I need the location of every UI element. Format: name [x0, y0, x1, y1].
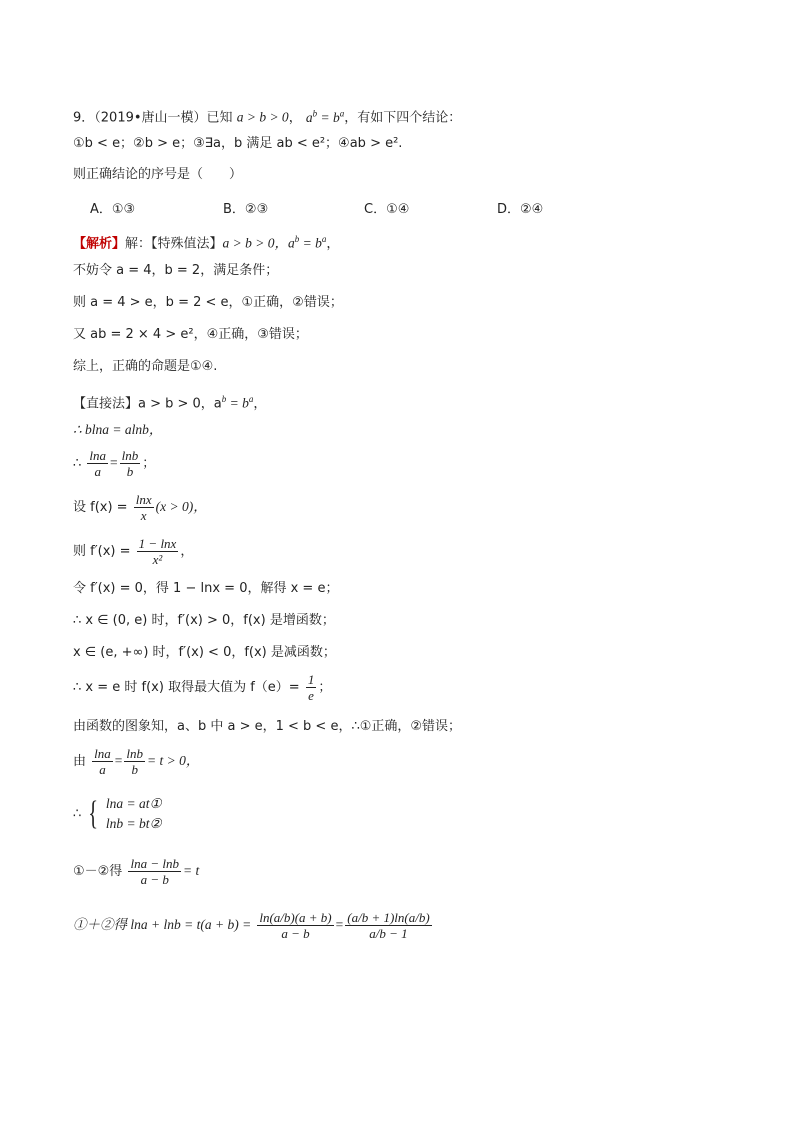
stem-text: 已知	[206, 110, 233, 126]
solution-line-19: ①＋②得 lna + lnb = t(a + b) = $\frac{\ln(a/b)(a + b)}{a - b}$ = $\frac{(a/b + 1)\ln(a/b)}{a/b - 1}$	[73, 910, 430, 941]
solution-line-9: 设 f(x) = $\frac{\ln x}{x}$ (x > 0)，	[73, 492, 207, 523]
solution-line-3: 则 a = 4 > e，b = 2 < e，①正确，②错误；	[73, 295, 343, 310]
solution-line-11: 令 f′(x) = 0，得 1 − lnx = 0，解得 x = e；	[73, 581, 339, 596]
solution-line-12: ∴ x ∈ (0, e) 时，f′(x) > 0，f(x) 是增函数；	[73, 613, 335, 628]
solution-line-6: 【直接法】a > b > 0，$a^b = b^a$，	[73, 394, 267, 412]
fraction-lnb-b: $\frac{\ln b}{b}$	[121, 448, 139, 479]
condition-1: a > b > 0	[236, 109, 289, 125]
solution-line-13: x ∈ (e, +∞) 时，f′(x) < 0，f(x) 是减函数；	[73, 645, 336, 660]
option-b: B．②③	[223, 202, 269, 217]
stem-tail: ，有如下四个结论：	[344, 110, 462, 126]
equation-system: lna = at① lnb = bt②	[105, 796, 162, 831]
fraction-derivative: $\frac{1 - \ln x}{\text{x²}}$	[138, 536, 177, 567]
fraction-one-over-e: $\frac{1}{e}$	[307, 672, 315, 703]
solution-line-2: 不妨令 a = 4，b = 2，满足条件；	[73, 263, 279, 278]
solution-line-1: 【解析】解：【特殊值法】a > b > 0，$a^b = b^a$，	[73, 234, 340, 252]
fraction-final: $\frac{(a/b + 1)\ln(a/b)}{a/b - 1}$	[347, 910, 430, 941]
solution-line-5: 综上，正确的命题是①④.	[73, 359, 218, 374]
question-source: （2019•唐山一模）	[94, 110, 207, 126]
question-number: 9．	[73, 110, 95, 126]
question-ask: 则正确结论的序号是（ ）	[73, 167, 243, 182]
option-a: A．①③	[90, 202, 136, 217]
solution-line-10: 则 f′(x) = $\frac{1 - \ln x}{\text{x²}}$ ，	[73, 536, 194, 567]
question-line: 9．（2019•唐山一模）已知 a > b > 0， $a^b = b^a$，有如下四个结论：	[73, 108, 462, 126]
option-d: D．②④	[497, 202, 544, 217]
solution-line-17: ∴ { lna = at① lnb = bt②	[73, 795, 162, 832]
fraction-lna-a: $\frac{\ln a}{a}$	[89, 448, 107, 479]
fraction-difference: $\frac{\ln a - \ln b}{a - b}$	[130, 856, 179, 887]
solution-line-14: ∴ x = e 时 f(x) 取得最大值为 f（e）= $\frac{1}{e}$ ；	[73, 672, 332, 703]
fraction-lnx-x: $\frac{\ln x}{x}$	[135, 492, 152, 523]
fraction-sum: $\frac{\ln(a/b)(a + b)}{a - b}$	[259, 910, 332, 941]
solution-line-16: 由 $\frac{\ln a}{a}$ = $\frac{\ln b}{b}$ = t > 0，	[73, 746, 200, 777]
solution-line-8: ∴ $\frac{\ln a}{a}$ = $\frac{\ln b}{b}$ ；	[73, 448, 156, 479]
condition-2: $a^b = b^a$	[305, 108, 345, 125]
analysis-label: 【解析】	[73, 236, 126, 252]
solution-line-4: 又 ab = 2 × 4 > e²，④正确，③错误；	[73, 327, 308, 342]
solution-line-15: 由函数的图象知，a、b 中 a > e，1 < b < e，∴①正确，②错误；	[73, 719, 462, 734]
option-c: C．①④	[364, 202, 410, 217]
solution-line-7: ∴ blna = alnb，	[73, 422, 163, 437]
statements: ①b < e；②b > e；③∃a，b 满足 ab < e²；④ab > e².	[73, 136, 403, 151]
solution-line-18: ①－②得 $\frac{\ln a - \ln b}{a - b}$ = t	[73, 856, 200, 887]
